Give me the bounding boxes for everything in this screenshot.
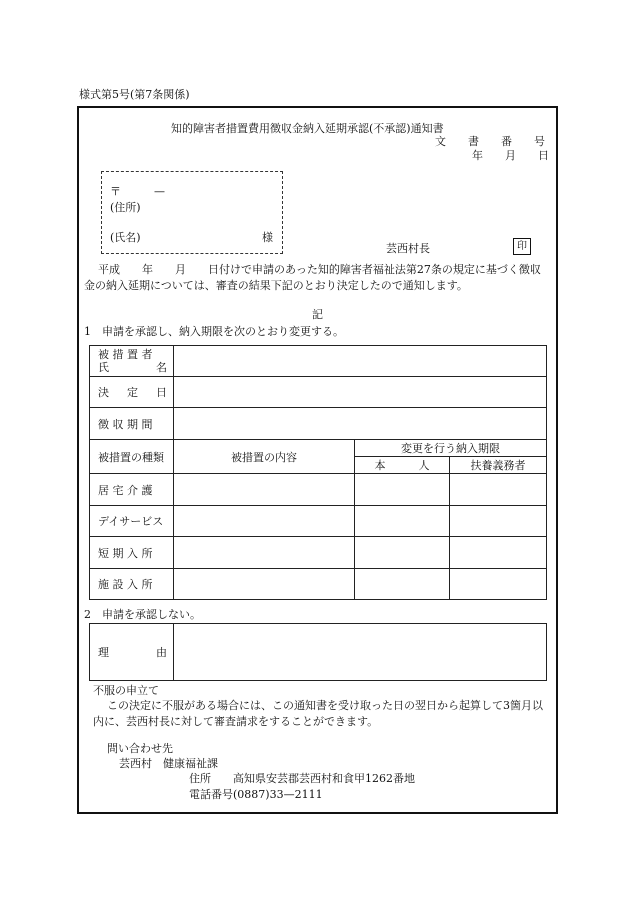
table-label-cell: [90, 377, 174, 408]
decision-info-table: [89, 345, 547, 440]
table-cell: [355, 537, 450, 569]
table-cell: [450, 569, 547, 600]
table-cell: [174, 506, 355, 537]
table-cell: [174, 537, 355, 569]
column-header: 本 人: [355, 457, 450, 474]
table-cell: [450, 474, 547, 506]
row-label: 理: [98, 646, 109, 659]
ki-heading: 記: [312, 308, 323, 321]
name-label: (氏名): [110, 231, 141, 244]
table-row: [90, 377, 547, 408]
table-row: [90, 474, 547, 506]
document-title: 知的障害者措置費用徴収金納入延期承認(不承認)通知書: [171, 122, 444, 135]
table-row: [90, 506, 547, 537]
table-cell: [355, 474, 450, 506]
notice-frame: [77, 106, 558, 814]
document-number-label: 文 書 番 号: [435, 135, 545, 148]
row-label: 由: [156, 646, 167, 659]
office-phone: 電話番号(0887)33—2111: [189, 788, 323, 801]
measures-table: [89, 439, 547, 600]
table-row: [90, 408, 547, 440]
measure-type-cell: 短 期 入 所: [90, 537, 174, 569]
table-cell: [174, 569, 355, 600]
seal-mark: 印: [513, 238, 531, 255]
issuer-name: 芸西村長: [386, 242, 430, 255]
table-row: [90, 624, 547, 681]
department-name: 芸西村 健康福祉課: [119, 757, 218, 770]
postal-code-label: 〒 —: [110, 185, 165, 198]
addressee-box: [101, 171, 283, 254]
address-label: (住所): [110, 201, 141, 214]
table-row: [90, 569, 547, 600]
reason-value-cell: [174, 624, 547, 681]
inquiry-label: 問い合わせ先: [107, 742, 173, 755]
row-label: 被 措 置 者: [98, 348, 153, 361]
notice-body-text: 平成 年 月 日付けで申請のあった知的障害者福祉法第27条の規定に基づく徴収金の納入延期については、審査の結果下記のとおり決定したので通知します。: [84, 263, 541, 292]
table-label-cell: 徴 収 期 間: [90, 408, 174, 440]
table-cell: [450, 537, 547, 569]
measure-type-cell: 居 宅 介 護: [90, 474, 174, 506]
row-label: 日: [156, 386, 167, 399]
table-header-row: [90, 440, 547, 457]
table-label-cell: [90, 346, 174, 377]
column-header: 被措置の種類: [90, 440, 174, 474]
reason-table: [89, 623, 547, 681]
objection-text: この決定に不服がある場合には、この通知書を受け取った日の翌日から起算して3箇月以内に、芸西村長に対して審査請求をすることができます。: [93, 699, 543, 728]
form-number-label: 様式第5号(第7条関係): [79, 88, 190, 101]
row-label: 氏: [98, 361, 109, 374]
table-cell: [355, 569, 450, 600]
table-cell: [450, 506, 547, 537]
column-header: 扶養義務者: [450, 457, 547, 474]
table-cell: [355, 506, 450, 537]
table-cell: [174, 474, 355, 506]
table-value-cell: [174, 408, 547, 440]
table-value-cell: [174, 346, 547, 377]
table-label-cell: [90, 624, 174, 681]
measure-type-cell: 施 設 入 所: [90, 569, 174, 600]
objection-heading: 不服の申立て: [93, 684, 159, 697]
row-label: 定: [127, 386, 138, 399]
item-2-heading: 2 申請を承認しない。: [84, 608, 201, 621]
column-header: 被措置の内容: [174, 440, 355, 474]
honorific-label: 様: [262, 231, 273, 244]
table-row: [90, 346, 547, 377]
table-value-cell: [174, 377, 547, 408]
measure-type-cell: デイサービス: [90, 506, 174, 537]
office-address: 住所 高知県安芸郡芸西村和食甲1262番地: [189, 772, 415, 785]
item-1-heading: 1 申請を承認し、納入期限を次のとおり変更する。: [84, 325, 344, 338]
column-header: 変更を行う納入期限: [355, 440, 547, 457]
row-label: 決: [98, 386, 109, 399]
row-label: 名: [156, 361, 167, 374]
table-row: [90, 537, 547, 569]
date-label: 年 月 日: [472, 149, 549, 162]
